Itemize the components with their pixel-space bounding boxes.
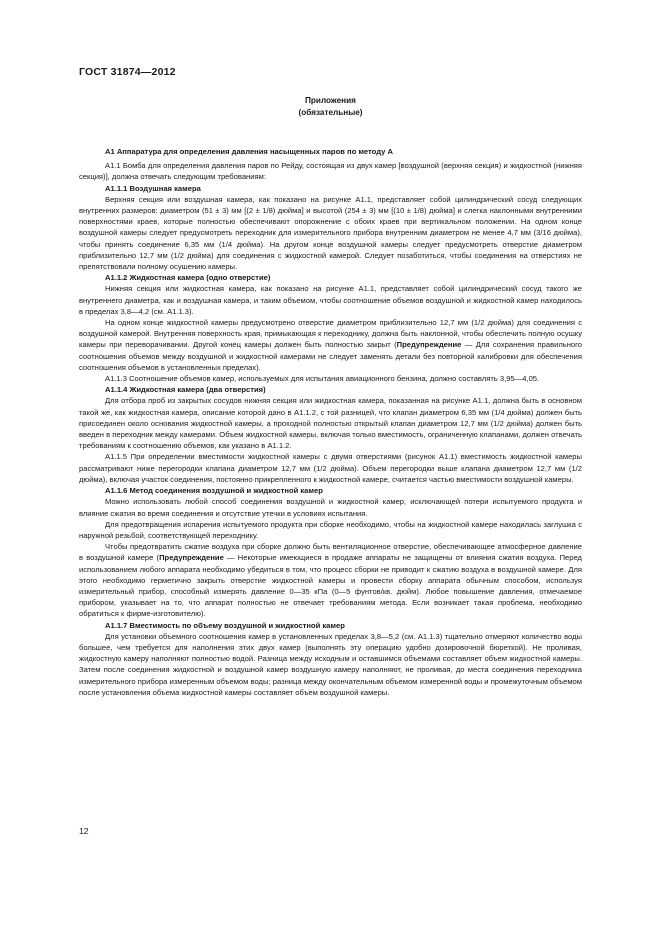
paragraph: А1.1.5 При определении вместимости жидкостной камеры с двумя отверстиями (рисунок А1.1) вместимость жидкостной камеры рассматривают ниже перегородки клапана диаметром 12,7 мм (1/2 дюйма). Объем перегородки выше клапана диаметром 12,7 мм (1/2 дюйма), включая участок соединения, постоянно прикрепленного к жидкостной камере, считается частью вместимости воздушной камеры.	[79, 452, 582, 484]
appendix-subtitle: (обязательные)	[298, 108, 363, 117]
paragraph: На одном конце жидкостной камеры предусмотрено отверстие диаметром приблизительно 12,7 мм (1/2 дюйма) для соединения с воздушной камерой. Внутренняя поверхность края, примыкающая к переходнику, должна быть наклонной, чтобы обеспечить полную осушку камеры при переворачивании. Другой конец камеры должен быть полностью закрыт (Предупреждение — Для сохранения правильного соотношения объемов между воздушной и жидкостной камерами не следует заменять детали без повторной калибровки для обеспечения соотношения объемов в установленных пределах).	[79, 318, 582, 372]
paragraph: Для предотвращения испарения испытуемого продукта при сборке необходимо, чтобы на жидкостной камере находилась заглушка с наружной резьбой, соответствующей переходнику.	[79, 519, 582, 540]
page-number: 12	[79, 826, 89, 836]
paragraph: Верхняя секция или воздушная камера, как показано на рисунке А1.1, представляет собой цилиндрический сосуд следующих внутренних размеров: диаметром (51 ± 3) мм [(2 ± 1/8) дюйма] и высотой (254 ± 3) мм [(10 ± 1/8) дюйма] и слегка наклонными внутренними поверхностями краев, которые полностью обеспечивают опорожнение с обоих краев при вертикальном положении. На одном конце воздушной камеры следует предусмотреть переходник для измерительного прибора внутренним диаметром не менее 4,7 мм (3/16 дюйма), чтобы принять соединение 6,35 мм (1/4 дюйма). На другом конце воздушной камеры следует предусмотреть отверстие диаметром приблизительно 12,7 мм (1/2 дюйма) для соединения с жидкостной камерой. Следует позаботиться, чтобы соединения на отверстиях не препятствовали полному осушению камеры.	[79, 194, 582, 272]
subsection-heading: А1.1.1 Воздушная камера	[105, 183, 201, 193]
paragraph: А1.1 Бомба для определения давления паров по Рейду, состоящая из двух камер [воздушной (верхняя секция) и жидкостной (нижняя секция)], должна отвечать следующим требованиям:	[79, 161, 582, 182]
subsection-heading: А1.1.6 Метод соединения воздушной и жидкостной камер	[105, 486, 323, 496]
section-heading: А1 Аппаратура для определения давления насыщенных паров по методу А	[105, 147, 393, 156]
subsection-heading: А1.1.2 Жидкостная камера (одно отверстие)	[105, 273, 271, 283]
paragraph: Нижняя секция или жидкостная камера, как показано на рисунке А1.1, представляет собой цилиндрический сосуд такого же внутреннего диаметра, как и воздушная камера, и таким объемом, чтобы соотношение объемов воздушной и жидкостной камер находилось в пределах 3,8—4,2 (см. А1.1.3).	[79, 284, 582, 316]
document-body	[79, 146, 582, 698]
appendix-title: Приложения	[305, 96, 356, 105]
paragraph-list	[79, 160, 582, 698]
paragraph: Для отбора проб из закрытых сосудов нижняя секция или жидкостная камера, показанная на рисунке А1.1, должна быть в основном такой же, как жидкостная камера, описание которой дано в А1.1.2, с той разницей, что клапан диаметром 6,35 мм (1/4 дюйма) должен быть присоединен около основания жидкостной камеры, а проходной полностью открытый клапан диаметром 12,7 мм (1/2 дюйма) должен быть введен в переходник между камерами. Объем жидкостной камеры, включая только вместимость, ограниченную клапанами, должен отвечать требованиям к соотношению объемов, как указано в А1.1.2.	[79, 396, 582, 451]
paragraph: Для установки объемного соотношения камер в установленных пределах 3,8—5,2 (см. А1.1.3) тщательно отмеряют количество воды большее, чем требуется для наполнения этих двух камер (выполнять эту операцию удобно дозировочной бюреткой). Не проливая, жидкостную камеру наполняют полностью водой. Разница между исходным и оставшимся объемами составляет объем жидкостной камеры. Затем после соединения жидкостной и воздушной камер воздушную камеру наполняют, не проливая, до места соединения переходника измерительного прибора измеренным объемом воды; разница между окончательным объемом измеренной воды и промежуточным объемом после установления объема жидкостной камеры составляет объем воздушной камеры.	[79, 631, 582, 697]
paragraph: Можно использовать любой способ соединения воздушной и жидкостной камер, исключающей потери испытуемого продукта и влияние сжатия во время соединения и отсутствие утечки в условиях испытания.	[79, 497, 582, 518]
paragraph: Чтобы предотвратить сжатие воздуха при сборке должно быть вентиляционное отверстие, обеспечивающее атмосферное давление в воздушной камере (Предупреждение — Некоторые имеющиеся в продаже аппараты не защищены от влияния сжатия воздуха. Перед использованием любого аппарата необходимо убедиться в том, что процесс сборки не приводит к сжатию воздуха в воздушной камере. Для этого необходимо герметично закрыть отверстие жидкостной камеры и провести сборку аппарата обычным способом, используя измерительный прибор, способный измерять давление 0—35 кПа (0—5 фунтов/кв. дюйм). Любое повышение давления, отмечаемое прибором, указывает на то, что аппарат полностью не отвечает требованиям метода. Если возникает такая проблема, необходимо обратиться к фирме-изготовителю).	[79, 542, 582, 619]
document-title: ГОСТ 31874—2012	[79, 66, 176, 78]
subsection-heading: А1.1.4 Жидкостная камера (два отверстия)	[105, 385, 266, 395]
subsection-heading: А1.1.7 Вместимость по объему воздушной и жидкостной камер	[105, 620, 345, 630]
paragraph: А1.1.3 Соотношение объемов камер, используемых для испытания авиационного бензина, должно составлять 3,95—4,05.	[105, 374, 540, 384]
